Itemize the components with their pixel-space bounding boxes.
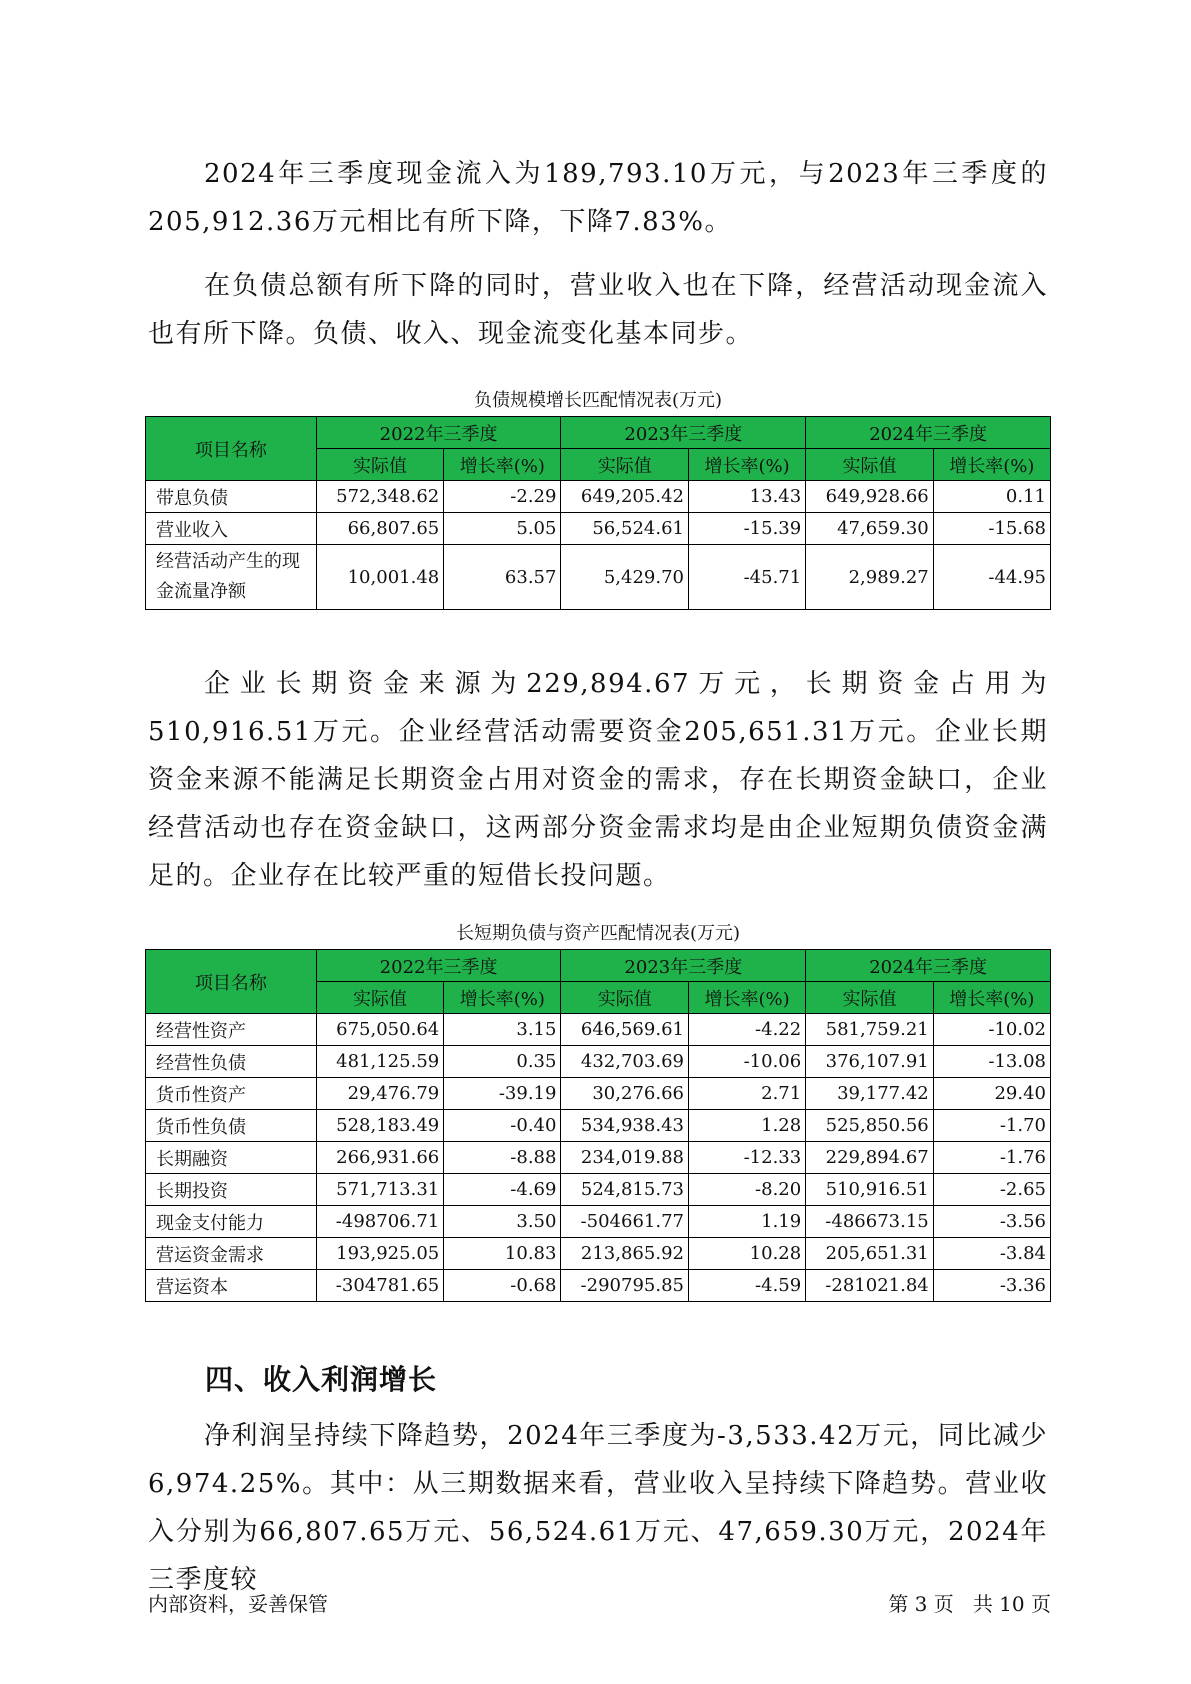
cell-actual-value: 510,916.51 xyxy=(806,1174,934,1206)
table1-caption: 负债规模增长匹配情况表(万元) xyxy=(473,390,723,411)
row-label: 营运资本 xyxy=(146,1270,317,1302)
footer-confidential: 内部资料，妥善保管 xyxy=(148,1592,328,1616)
cell-growth-rate: 1.19 xyxy=(688,1206,805,1238)
row-label: 长期融资 xyxy=(146,1142,317,1174)
cell-growth-rate: -4.59 xyxy=(688,1270,805,1302)
cell-actual-value: 266,931.66 xyxy=(316,1142,444,1174)
cell-actual-value: -290795.85 xyxy=(561,1270,689,1302)
cell-growth-rate: 10.83 xyxy=(444,1238,561,1270)
cell-actual-value: 525,850.56 xyxy=(806,1110,934,1142)
cell-growth-rate: -2.29 xyxy=(444,481,561,513)
cell-growth-rate: 3.15 xyxy=(444,1014,561,1046)
cell-actual-value: 572,348.62 xyxy=(316,481,444,513)
cell-growth-rate: -1.70 xyxy=(933,1110,1050,1142)
paragraph-net-profit: 净利润呈持续下降趋势，2024年三季度为-3,533.42万元，同比减少6,974.25%。其中：从三期数据来看，营业收入呈持续下降趋势。营业收入分别为66,807.65万元、56,524.61万元、47,659.30万元，2024年三季度较 xyxy=(148,1421,1048,1595)
cell-actual-value: 528,183.49 xyxy=(316,1110,444,1142)
cell-actual-value: 524,815.73 xyxy=(561,1174,689,1206)
cell-actual-value: 193,925.05 xyxy=(316,1238,444,1270)
cell-growth-rate: -4.22 xyxy=(688,1014,805,1046)
cell-actual-value: 213,865.92 xyxy=(561,1238,689,1270)
table1-header-growth: 增长率(%) xyxy=(933,449,1050,481)
paragraph-debt-revenue: 在负债总额有所下降的同时，营业收入也在下降，经营活动现金流入也有所下降。负债、收入、现金流变化基本同步。 xyxy=(148,271,1048,349)
table-row xyxy=(146,1110,1051,1142)
table2-header-actual: 实际值 xyxy=(316,982,444,1014)
table1-header-period: 2023年三季度 xyxy=(561,417,806,449)
cell-actual-value: 432,703.69 xyxy=(561,1046,689,1078)
table1-header-actual: 实际值 xyxy=(806,449,934,481)
table1-header-period: 2024年三季度 xyxy=(806,417,1051,449)
cell-actual-value: 571,713.31 xyxy=(316,1174,444,1206)
cell-actual-value: 581,759.21 xyxy=(806,1014,934,1046)
cell-growth-rate: 0.11 xyxy=(933,481,1050,513)
cell-growth-rate: 3.50 xyxy=(444,1206,561,1238)
row-label: 营业收入 xyxy=(146,513,317,545)
cell-actual-value: 29,476.79 xyxy=(316,1078,444,1110)
cell-actual-value: 39,177.42 xyxy=(806,1078,934,1110)
row-label: 长期投资 xyxy=(146,1174,317,1206)
cell-actual-value: -304781.65 xyxy=(316,1270,444,1302)
table2-header-period: 2023年三季度 xyxy=(561,950,806,982)
cell-growth-rate: 2.71 xyxy=(688,1078,805,1110)
table-row xyxy=(146,513,1051,545)
table-row xyxy=(146,1238,1051,1270)
table-row xyxy=(146,1206,1051,1238)
table-row xyxy=(146,1014,1051,1046)
cell-actual-value: -498706.71 xyxy=(316,1206,444,1238)
cell-growth-rate: -39.19 xyxy=(444,1078,561,1110)
row-label: 现金支付能力 xyxy=(146,1206,317,1238)
table-row xyxy=(146,481,1051,513)
cell-growth-rate: -3.84 xyxy=(933,1238,1050,1270)
cell-actual-value: 56,524.61 xyxy=(561,513,689,545)
cell-growth-rate: -44.95 xyxy=(933,545,1050,610)
section-heading: 四、收入利润增长 xyxy=(205,1363,438,1396)
cell-actual-value: 376,107.91 xyxy=(806,1046,934,1078)
table-row xyxy=(146,1174,1051,1206)
cell-growth-rate: 63.57 xyxy=(444,545,561,610)
cell-growth-rate: 10.28 xyxy=(688,1238,805,1270)
cell-growth-rate: -1.76 xyxy=(933,1142,1050,1174)
cell-actual-value: 66,807.65 xyxy=(316,513,444,545)
cell-actual-value: 649,205.42 xyxy=(561,481,689,513)
table2-header-growth: 增长率(%) xyxy=(688,982,805,1014)
table-row xyxy=(146,1142,1051,1174)
footer-page-number: 第 3 页 共 10 页 xyxy=(888,1592,1051,1616)
paragraph-long-term-funding: 企业长期资金来源为229,894.67万元，长期资金占用为510,916.51万元。企业经营活动需要资金205,651.31万元。企业长期资金来源不能满足长期资金占用对资金的需求，存在长期资金缺口，企业经营活动也存在资金缺口，这两部分资金需求均是由企业短期负债资金满足的。企业存在比较严重的短借长投问题。 xyxy=(148,669,1048,891)
table2-header-period: 2024年三季度 xyxy=(806,950,1051,982)
row-label: 营运资金需求 xyxy=(146,1238,317,1270)
cell-growth-rate: -15.39 xyxy=(688,513,805,545)
cell-actual-value: -504661.77 xyxy=(561,1206,689,1238)
table-row xyxy=(146,1046,1051,1078)
cell-actual-value: 205,651.31 xyxy=(806,1238,934,1270)
cell-actual-value: -281021.84 xyxy=(806,1270,934,1302)
table1-header-actual: 实际值 xyxy=(561,449,689,481)
table2-header-period: 2022年三季度 xyxy=(316,950,561,982)
cell-actual-value: -486673.15 xyxy=(806,1206,934,1238)
cell-actual-value: 2,989.27 xyxy=(806,545,934,610)
cell-growth-rate: -10.02 xyxy=(933,1014,1050,1046)
cell-growth-rate: -0.40 xyxy=(444,1110,561,1142)
table1-header-actual: 实际值 xyxy=(316,449,444,481)
cell-growth-rate: -10.06 xyxy=(688,1046,805,1078)
table1-header-growth: 增长率(%) xyxy=(444,449,561,481)
row-label: 带息负债 xyxy=(146,481,317,513)
table1-header-name: 项目名称 xyxy=(146,417,317,481)
table-row xyxy=(146,545,1051,610)
cell-actual-value: 481,125.59 xyxy=(316,1046,444,1078)
row-label: 经营性资产 xyxy=(146,1014,317,1046)
cell-growth-rate: 13.43 xyxy=(688,481,805,513)
asset-liability-table xyxy=(145,949,1051,1302)
cell-growth-rate: 1.28 xyxy=(688,1110,805,1142)
cell-growth-rate: 5.05 xyxy=(444,513,561,545)
cell-growth-rate: -3.56 xyxy=(933,1206,1050,1238)
cell-actual-value: 234,019.88 xyxy=(561,1142,689,1174)
cell-actual-value: 5,429.70 xyxy=(561,545,689,610)
table2-header-actual: 实际值 xyxy=(806,982,934,1014)
cell-growth-rate: -3.36 xyxy=(933,1270,1050,1302)
cell-growth-rate: -45.71 xyxy=(688,545,805,610)
cell-growth-rate: -8.88 xyxy=(444,1142,561,1174)
table2-caption: 长短期负债与资产匹配情况表(万元) xyxy=(455,923,741,944)
cell-actual-value: 47,659.30 xyxy=(806,513,934,545)
table2-header-growth: 增长率(%) xyxy=(933,982,1050,1014)
row-label: 货币性负债 xyxy=(146,1110,317,1142)
table2-header-growth: 增长率(%) xyxy=(444,982,561,1014)
cell-actual-value: 534,938.43 xyxy=(561,1110,689,1142)
cell-actual-value: 649,928.66 xyxy=(806,481,934,513)
table-row xyxy=(146,1078,1051,1110)
cell-growth-rate: -4.69 xyxy=(444,1174,561,1206)
cell-actual-value: 10,001.48 xyxy=(316,545,444,610)
cell-actual-value: 646,569.61 xyxy=(561,1014,689,1046)
table1-header-growth: 增长率(%) xyxy=(688,449,805,481)
cell-growth-rate: -15.68 xyxy=(933,513,1050,545)
debt-growth-table xyxy=(145,416,1051,610)
cell-growth-rate: -12.33 xyxy=(688,1142,805,1174)
row-label: 货币性资产 xyxy=(146,1078,317,1110)
cell-growth-rate: -8.20 xyxy=(688,1174,805,1206)
cell-growth-rate: -2.65 xyxy=(933,1174,1050,1206)
row-label: 经营性负债 xyxy=(146,1046,317,1078)
cell-growth-rate: 29.40 xyxy=(933,1078,1050,1110)
table2-header-name: 项目名称 xyxy=(146,950,317,1014)
paragraph-cash-inflow: 2024年三季度现金流入为189,793.10万元，与2023年三季度的205,912.36万元相比有所下降，下降7.83%。 xyxy=(148,159,1048,237)
cell-growth-rate: -13.08 xyxy=(933,1046,1050,1078)
row-label: 经营活动产生的现金流量净额 xyxy=(146,545,317,610)
cell-growth-rate: -0.68 xyxy=(444,1270,561,1302)
cell-actual-value: 229,894.67 xyxy=(806,1142,934,1174)
table2-header-actual: 实际值 xyxy=(561,982,689,1014)
table-row xyxy=(146,1270,1051,1302)
table1-header-period: 2022年三季度 xyxy=(316,417,561,449)
cell-actual-value: 675,050.64 xyxy=(316,1014,444,1046)
cell-growth-rate: 0.35 xyxy=(444,1046,561,1078)
cell-actual-value: 30,276.66 xyxy=(561,1078,689,1110)
